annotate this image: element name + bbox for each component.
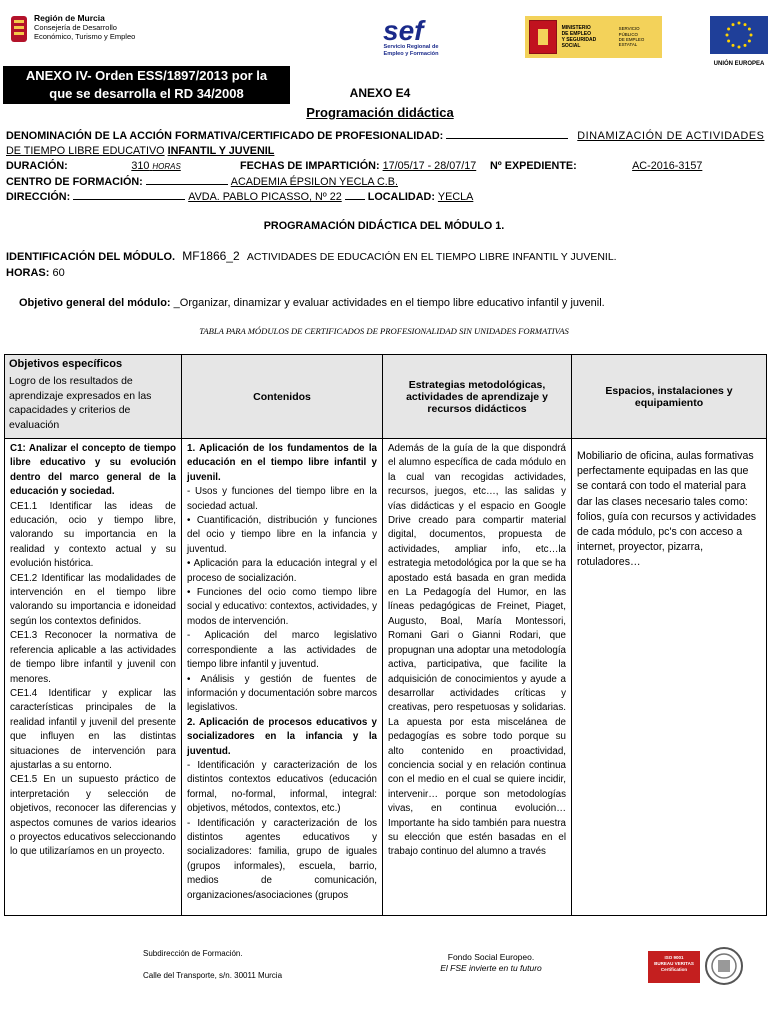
duracion-value: 310 (131, 160, 150, 172)
cell-paragraph: CE1.3 Reconocer la normativa de referencia aplicable a las actividades de tiempo libre infantil y juvenil con menores. (10, 630, 176, 685)
footer-left2: Calle del Transporte, s/n. 30011 Murcia (143, 971, 283, 980)
ministerio-sub1: SERVICIO PÚBLICO (618, 26, 640, 37)
tabla-title: TABLA PARA MÓDULOS DE CERTIFICADOS DE PROFESIONALIDAD SIN UNIDADES FORMATIVAS (199, 326, 569, 336)
region-murcia-logo (10, 14, 150, 58)
cert-line2: BUREAU VERITAS (654, 961, 694, 966)
duracion-field (6, 160, 181, 172)
programacion-title: Programación didáctica (306, 105, 454, 120)
centro-field (6, 175, 398, 188)
espacios-cell: Mobiliario de oficina, aulas formativas perfectamente equipadas en las que se contará con todo el material para dar las clases necesario tales como: folios, guía con recursos y actividades de cada módulo, pc's con acceso a internet, proyector, pizarra, rotuladores… (577, 450, 757, 569)
sef-caption1: Servicio Regional de (383, 44, 439, 50)
eu-logo (710, 16, 768, 67)
banner-line2: que se desarrolla el RD 34/2008 (49, 86, 244, 101)
localidad-value: YECLA (437, 191, 474, 203)
cell-paragraph: 2. Aplicación de procesos educativos y socializadores en la infancia y la juventud. (187, 716, 377, 757)
cell-paragraph: CE1.5 En un supuesto práctico de interpretación y selección de objetivos, reconocer las diferencias y aspectos comunes de varios idearios o proyectos educativos seleccionando lo que utilizaríamos en un proyecto. (10, 774, 176, 858)
ministerio-name1: MINISTERIO (561, 25, 591, 31)
ministerio-name3: Y SEGURIDAD SOCIAL (561, 37, 597, 49)
header-objetivos-sub: Logro de los resultados de aprendizaje expresados en las capacidades y criterios de evaluación (9, 375, 152, 431)
denominacion-value2: DE TIEMPO LIBRE EDUCATIVO (6, 145, 165, 157)
cell-paragraph: - Identificación y caracterización de los distintos agentes educativos y socializadores: familia, grupo de iguales (grupos informales), escuela, barrio, medios de comunicación, organizaciones/asociaciones (grupos (187, 817, 377, 901)
cell-paragraph: - Aplicación del marco legislativo correspondiente a las actividades de tiempo libre infantil y juventud. (187, 630, 377, 671)
expediente-value: AC-2016-3157 (632, 160, 703, 172)
fechas-field (240, 160, 476, 172)
cell-paragraph: • Cuantificación, distribución y funciones del ocio y tiempo libre en la infancia y juventud. (187, 515, 377, 555)
cert-line1: ISO 9001 (664, 955, 684, 960)
anexo-banner (3, 66, 290, 104)
denominacion-value3: INFANTIL Y JUVENIL (167, 145, 275, 157)
murcia-line1: Región de Murcia (34, 13, 105, 23)
identificacion-label: IDENTIFICACIÓN DEL MÓDULO. (6, 251, 176, 263)
contenidos-cell (182, 439, 382, 915)
sef-caption2: Empleo y Formación (383, 50, 439, 57)
denominacion-label: DENOMINACIÓN DE LA ACCIÓN FORMATIVA/CERTIFICADO DE PROFESIONALIDAD: (6, 130, 444, 142)
objetivo-field (19, 297, 605, 309)
ministerio-name2: DE EMPLEO (561, 31, 592, 37)
horas-field (6, 267, 65, 279)
footer-mid1: Fondo Social Europeo. (447, 952, 535, 962)
table-header-row (5, 355, 767, 439)
cert-line3: Certification (660, 967, 688, 972)
objetivo-label: Objetivo general del módulo: (19, 297, 171, 309)
murcia-shield-icon (10, 14, 28, 44)
blank-line (146, 175, 228, 185)
cell-paragraph: - Usos y funciones del tiempo libre en la sociedad actual. (187, 486, 377, 512)
svg-text:sef: sef (383, 16, 424, 44)
cell-paragraph: CE1.4 Identificar y explicar las características principales de la realidad infantil y juvenil del presente que influyen en las distintas situaciones de intervención para ajustarlas a su entorno. (10, 687, 176, 771)
modulo-title: PROGRAMACIÓN DIDÁCTICA DEL MÓDULO 1. (263, 220, 505, 232)
direccion-value: AVDA. PABLO PICASSO, Nº 22 (188, 191, 342, 203)
blank-line (345, 190, 365, 200)
centro-label: CENTRO DE FORMACIÓN: (6, 176, 143, 188)
spain-coat-of-arms-icon (529, 20, 557, 54)
certification-seal-icon (704, 946, 744, 986)
cell-paragraph: C1: Analizar el concepto de tiempo libre educativo y su evolución dentro del marco general de la educación y sociedad. (10, 443, 176, 498)
cell-paragraph: CE1.2 Identificar las modalidades de intervención en el tiempo libre valorando su importancia e idoneidad según los contextos definidos. (10, 572, 176, 627)
blank-line (446, 129, 568, 139)
footer-mid2: El FSE invierte en tu futuro (440, 963, 542, 973)
footer-left1: Subdirección de Formación. (143, 949, 243, 958)
murcia-line3: Económico, Turismo y Empleo (34, 32, 136, 41)
cell-paragraph: • Análisis y gestión de fuentes de información y documentación sobre marcos legislativos. (187, 673, 377, 714)
direccion-label: DIRECCIÓN: (6, 191, 71, 203)
horas-value: 60 (52, 267, 65, 279)
estrategias-cell: Además de la guía de la que dispondrá el alumno específica de cada módulo en la cual van recogidas actividades, recursos, juegos, etc…, las salidas y vías didácticas y el espacio en Google Drive creado para compartir material digital, documentos, propuesta de actividades, ampliar info, etc…la estrategia metodológica por la que se ha apostado está basada en gran medida en La Pedagogía del Humor, en las líneas pedagógicas de Freinet, Piaget, Augusto, Boal, María Montessori, Romani Gari o Gianni Rodari, que propugnan una adoptar una metodología activa, participativa, que facilite la adquisición de conocimientos y ayude a desarrollar actividades críticas y creativas, pero respetuosas y solidarias. La apuesta por esta miscelánea de pedagogías es sobre todo porque su alto contenido en proactividad, conciencia social y en relación continua con el medio en el cual se quiere incidir, intervenir… porque son metodologías vivas, en continua evolución…Importante ha sido también para nuestra su elección que estén basadas en el trabajo continuo del alumno a través (388, 443, 566, 858)
denominacion-value1: DINAMIZACIÓN DE ACTIVIDADES (577, 130, 765, 142)
localidad-label: LOCALIDAD: (367, 191, 435, 203)
ministerio-logo (525, 16, 662, 58)
programacion-table (4, 354, 767, 916)
footer-address (143, 948, 282, 982)
sef-mark-icon (379, 16, 443, 44)
ministerio-sub2: DE EMPLEO ESTATAL (618, 37, 645, 48)
header-contenidos: Contenidos (182, 355, 383, 439)
fechas-value: 17/05/17 - 28/07/17 (382, 160, 477, 172)
objetivos-cell (5, 439, 181, 915)
cell-paragraph: • Aplicación para la educación integral y el proceso de socialización. (187, 558, 377, 584)
direccion-field (6, 190, 473, 203)
blank-line (73, 190, 185, 200)
anexo-e4-title: ANEXO E4 (349, 86, 411, 100)
cell-paragraph: CE1.1 Identificar las ideas de educación, ocio y tiempo libre, valorando su importancia en la realidad y contexto actual y su evolución histórica. (10, 500, 176, 570)
duracion-label: DURACIÓN: (6, 160, 68, 172)
modulo-desc: ACTIVIDADES DE EDUCACIÓN EN EL TIEMPO LIBRE INFANTIL Y JUVENIL. (246, 251, 617, 263)
objetivo-value: _Organizar, dinamizar y evaluar actividades en el tiempo libre educativo infantil y juvenil. (173, 297, 605, 309)
bureau-veritas-logo (648, 951, 700, 983)
header-espacios: Espacios, instalaciones y equipamiento (572, 355, 767, 439)
footer-fse (426, 952, 556, 974)
cell-paragraph: • Funciones del ocio como tiempo libre social y educativo: contextos, actividades, y modos de intervención. (187, 587, 377, 627)
centro-value: ACADEMIA ÉPSILON YECLA C.B. (230, 176, 398, 188)
murcia-line2: Consejería de Desarrollo (34, 23, 117, 32)
expediente-field (490, 160, 755, 172)
modulo-code: MF1866_2 (182, 249, 240, 263)
eu-caption: UNIÓN EUROPEA (713, 61, 765, 67)
identificacion-field (6, 249, 617, 263)
header-objetivos (5, 355, 182, 439)
horas-label: HORAS: (6, 267, 50, 279)
fechas-label: FECHAS DE IMPARTICIÓN: (240, 160, 380, 172)
denominacion-field (6, 129, 768, 159)
header-estrategias: Estrategias metodológicas, actividades de aprendizaje y recursos didácticos (383, 355, 572, 439)
sef-logo (366, 16, 456, 62)
cell-paragraph: - Identificación y caracterización de los distintos contextos educativos (educación formal, no-formal, informal, integral: objetivos, métodos, contextos, etc.) (187, 759, 377, 815)
eu-flag-icon (710, 16, 768, 54)
cell-paragraph: 1. Aplicación de los fundamentos de la educación en el tiempo libre infantil y juvenil. (187, 443, 377, 483)
header-objetivos-title: Objetivos específicos (9, 358, 123, 370)
table-row (5, 439, 767, 916)
duracion-unit: HORAS (152, 162, 181, 171)
banner-line1: ANEXO IV- Orden ESS/1897/2013 por la (25, 68, 268, 83)
expediente-label: Nº EXPEDIENTE: (490, 160, 577, 172)
